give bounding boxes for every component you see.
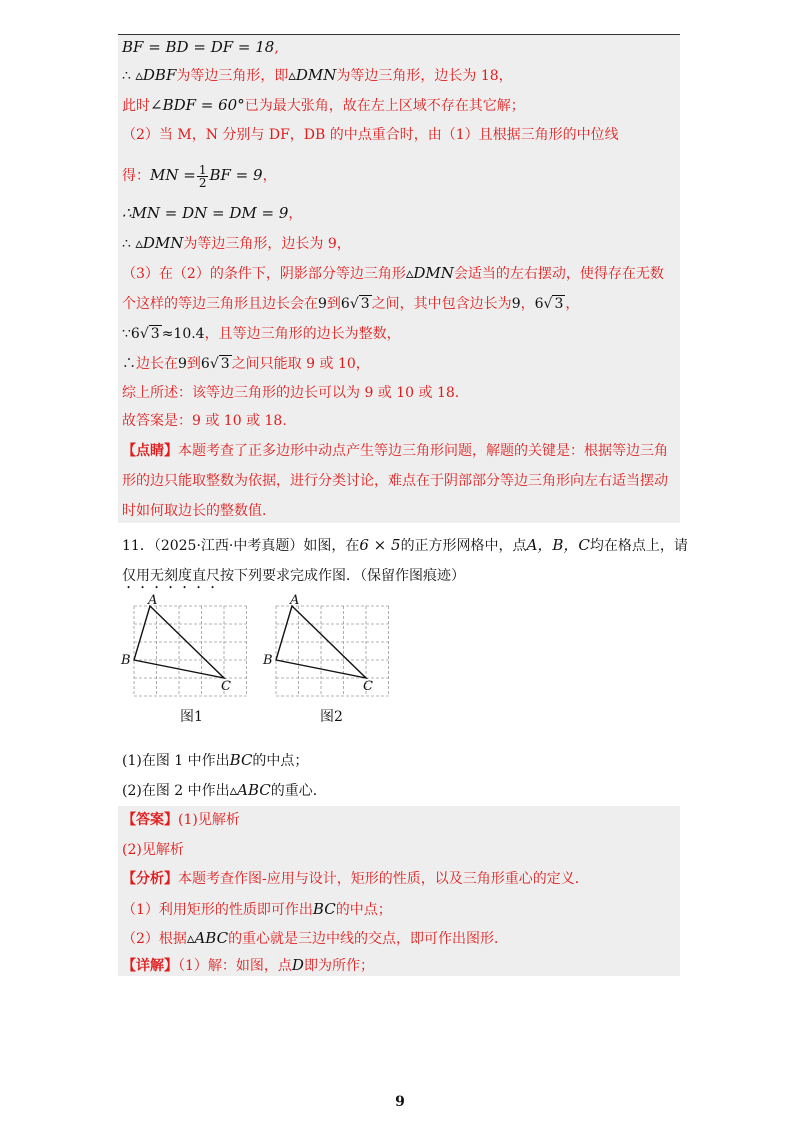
solution-line-14: 【点睛】本题考查了正多边形中动点产生等边三角形问题，解题的关键是：根据等边三角 bbox=[122, 443, 668, 459]
answer-line-2: (2)见解析 bbox=[122, 842, 184, 858]
solution-line-10: ∵6√ 3 ≈10.4，且等边三角形的边长为整数， bbox=[122, 326, 401, 342]
analysis-point-1: （1）利用矩形的性质即可作出BC的中点； bbox=[122, 900, 392, 918]
label-c-2: C bbox=[363, 679, 373, 694]
solution-line-9: 个这样的等边三角形且边长会在9到6√ 3 之间，其中包含边长为9，6√ 3 ， bbox=[122, 296, 580, 312]
analysis-point-2: （2）根据▵ABC的重心就是三边中线的交点，即可作出图形． bbox=[122, 929, 509, 947]
solution-line-15: 形的边只能取整数为依据，进行分类讨论，难点在于阴部部分等边三角形向左右适当摆动 bbox=[122, 473, 668, 489]
solution-line-16: 时如何取边长的整数值. bbox=[122, 503, 267, 519]
solution-line-5: 得：MN = $\frac{1}{2}$ BF = 9， bbox=[122, 162, 277, 190]
analysis-line: 【分析】本题考查作图-应用与设计，矩形的性质，以及三角形重心的定义． bbox=[122, 871, 589, 887]
question-11-line-1: 11．（2025·江西·中考真题）如图，在6 × 5的正方形网格中，点A，B，C均在格点上，请 bbox=[122, 536, 688, 554]
answer-shade bbox=[118, 806, 680, 976]
label-a: A bbox=[148, 593, 158, 608]
question-11-line-2: 仅用无刻度直尺按下列要求完成作图．（保留作图痕迹） bbox=[122, 568, 465, 584]
figure-1-grid bbox=[118, 592, 268, 702]
label-b-2: B bbox=[263, 653, 273, 668]
answer-line-1: 【答案】(1)见解析 bbox=[122, 812, 240, 828]
solution-line-11: ∴边长在9到6√ 3 之间只能取 9 或 10， bbox=[122, 356, 370, 372]
solution-line-13: 故答案是：9 或 10 或 18. bbox=[122, 413, 287, 429]
label-b: B bbox=[121, 653, 131, 668]
solution-line-12: 综上所述：该等边三角形的边长可以为 9 或 10 或 18. bbox=[122, 385, 460, 401]
solution-line-2: ∴ ▵DBF为等边三角形，即▵DMN为等边三角形，边长为 18， bbox=[122, 66, 513, 84]
figure-2-caption: 图2 bbox=[320, 709, 343, 725]
label-a-2: A bbox=[290, 593, 300, 608]
solution-line-7: ∴ ▵DMN为等边三角形，边长为 9， bbox=[122, 234, 351, 252]
solution-line-8: （3）在（2）的条件下，阴影部分等边三角形▵DMN会适当的左右摆动，使得存在无数 bbox=[122, 264, 664, 282]
label-c: C bbox=[221, 679, 231, 694]
page-number: 9 bbox=[395, 1094, 405, 1110]
figure-1-caption: 图1 bbox=[180, 709, 203, 725]
solution-line-3: 此时∠BDF = 60°已为最大张角，故在左上区域不存在其它解； bbox=[122, 96, 525, 114]
solution-line-1: BF = BD = DF = 18, bbox=[122, 38, 279, 56]
solution-line-4: （2）当 M，N 分别与 DF，DB 的中点重合时，由（1）且根据三角形的中位线 bbox=[122, 127, 619, 143]
detail-line: 【详解】（1）解：如图，点D即为所作； bbox=[122, 956, 374, 974]
solution-line-6: ∴MN = DN = DM = 9， bbox=[122, 204, 303, 222]
sub-question-1: (1)在图 1 中作出BC的中点； bbox=[122, 751, 309, 769]
fraction-one-half: $\frac{1}{2}$ bbox=[198, 162, 207, 190]
sub-question-2: (2)在图 2 中作出▵ABC的重心． bbox=[122, 781, 327, 799]
figure-2-grid bbox=[260, 592, 410, 702]
